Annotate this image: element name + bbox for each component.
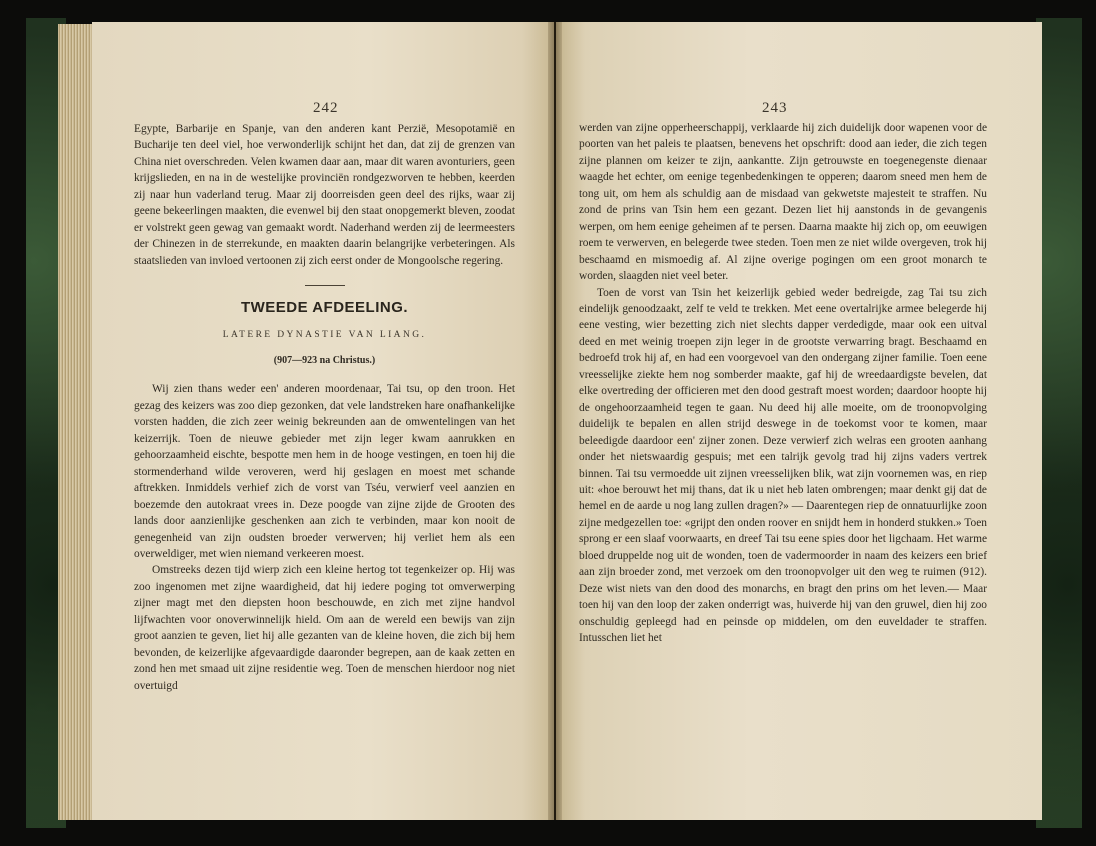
subsection-title: LATERE DYNASTIE VAN LIANG. xyxy=(222,329,427,340)
right-page-text xyxy=(579,120,987,647)
book-gutter xyxy=(548,22,562,820)
page-edges-left xyxy=(58,24,94,820)
date-range: (907—923 na Christus.) xyxy=(273,354,376,366)
left-page-number: 242 xyxy=(313,100,339,116)
left-page-text xyxy=(134,121,515,694)
right-paragraph-2: Toen de vorst van Tsin het keizerlijk gebied weder bedreigde, zag Tai tsu zich eindelijk genoodzaakt, zelf te veld te trekken. Met eene overtalrijke armee belegerde hij eene vesting, wier bezetting zich niet slechts dapper verdedigde, maar ook een uitval deed en met weinig troepen zijn leger in de grootste verwarring bragt. Beschaamd en bedroefd trok hij af, en had een voorgevoel van den ondergang zijner familie. Toen eene vreesselijke ziekte hem nog somberder maakte, gaf hij de wreedaardigste bevelen, dat elke overtreding der officieren met den dood gestraft moest worden; daardoor hoopte hij de ongehoorzaamheid tegen te gaan. Nu deed hij alle moeite, om de troonopvolging duidelijk te bepalen en allen strijd deswege in de toekomst voor te komen, maar beleedigde daardoor een' zijner zonen. Deze verwierf zich welras een grooten aanhang onder het nietswaardig gespuis; met een talrijk gevolg trad hij zijns vaders vertrek binnen. Tai tsu vermoedde uit zijnen vreesselijken blik, wat zijn voornemen was, en riep uit: «hoe berouwt het mij thans, dat ik u niet heb laten ombrengen; maar denkt gij dat de hemel en de aarde u nog lang zullen dragen?» — Daarentegen riep de onnatuurlijke zoon zijne medgezellen toe: «grijpt den onden roover en snijdt hem in honderd stukken.» Toen sprong er een slaaf voorwaarts, en dreef Tai tsu eene spies door het ligchaam. Het warme bloed druppelde nog uit de wonden, toen de vadermoorder in naam des keizers een brief aan zijn broeder zond, met verzoek om den troonopvolger uit den weg te ruimen (912). Deze wist niets van den dood des monarchs, en bragt den prins om het leven.— Maar toen hij van den loop der zaken onderrigt was, huiverde hij van den gruwel, dien hij zoo onschuldig gepleegd had en peinsde op middelen, om den euveldader te straffen. Intusschen liet het xyxy=(579,286,987,645)
book-cover-right xyxy=(1036,18,1082,828)
section-divider xyxy=(305,285,345,286)
right-page-number: 243 xyxy=(762,100,788,116)
left-paragraph-2: Omstreeks dezen tijd wierp zich een kleine hertog tot tegenkeizer op. Hij was zoo ingenomen met zijne waardigheid, dat hij iedere poging tot omverwerping zijner magt met den diepsten hoon beschouwde, en zich met zijne handvol lijfwachten voor onoverwinnelijk hield. Om aan de wereld een bewijs van zijn groot aanzien te geven, liet hij alle gezanten van de kleine hoven, die zich bij hem bevonden, de keizerlijke afgevaardigde daaronder begrepen, aan de kaak zetten en zond hen met smaad uit zijne residentie weg. Toen de menschen hierdoor nog niet overtuigd xyxy=(134,564,515,692)
right-paragraph-1: werden van zijne opperheerschappij, verklaarde hij zich duidelijk door wapenen voor de poorten van het paleis te plaatsen, benevens het opschrift: dood aan ieder, die zich tegen zijne plannen om keizer te zijn, aankantte. Zijn getrouwste en toegenegenste dienaar waagde het echter, om eenige tegenbedenkingen te opperen; daarom sneed men hem de tong uit, om hem als schuldig aan de misdaad van gekwetste majesteit te straffen. Nu zond de prins van Tsin hem een gezant. Dezen liet hij aanstonds in de gevangenis werpen, om hem eenige geheimen af te persen. Daarna maakte hij zich op, om eeuwigen roem te verwerven, en belegerde twee steden. Toen men ze niet wilde overgeven, trok hij beschaamd en mismoedig af. Al zijne overige pogingen om een groot monarch te worden, slaagden niet veel beter. xyxy=(579,122,987,283)
section-title: TWEEDE AFDEELING. xyxy=(240,299,409,317)
intro-paragraph: Egypte, Barbarije en Spanje, van den anderen kant Perzië, Mesopotamië en Bucharije ten deel viel, hoe verwonderlijk schijnt het dan, dat zij de grenzen van China niet overschreden. Velen kwamen daar aan, maar dit waren avonturiers, geen krijgslieden, en na in de westelijke provinciën rondgezworven te hebben, keerden zij naar hun vaderland terug. Maar zij doorreisden geen deel des rijks, waar zij geene bekeerlingen maakten, die evenwel bij den staat onopgemerkt bleven, zoodat er volstrekt geen gewag van gemaakt wordt. Naderhand werden zij de leermeesters der Chinezen in de sterrekunde, en maakten daarin belangrijke verbeteringen. Als staatslieden van invloed vertoonen zij zich eerst onder de Mongoolsche regering. xyxy=(134,123,515,267)
left-paragraph-1: Wij zien thans weder een' anderen moordenaar, Tai tsu, op den troon. Het gezag des keizers was zoo diep gezonken, dat vele landstreken hare onafhankelijke vorsten hadden, die zich zeer weinig bekreunden aan de omwentelingen van het keizerrijk. Toen de nieuwe gebieder met zijn leger kwam aanrukken en gehoorzaamheid eischte, bespotte men hem in de hooge vestingen, en toen hij die stormenderhand wilde veroveren, werd hij geslagen en moest met schande aftrekken. Inmiddels verhief zich de vorst van Tséu, verwierf veel aanzien en boezemde den autokraat vrees in. Deze poogde van zijne zijde de Grooten des lands door aanzienlijke geschenken aan zich te verbinden, maar kon nooit de genegenheid van zijn oudsten broeder verwerven; hij verliet hem als een overweldiger, met wien niemand verkeeren moest. xyxy=(134,383,515,560)
